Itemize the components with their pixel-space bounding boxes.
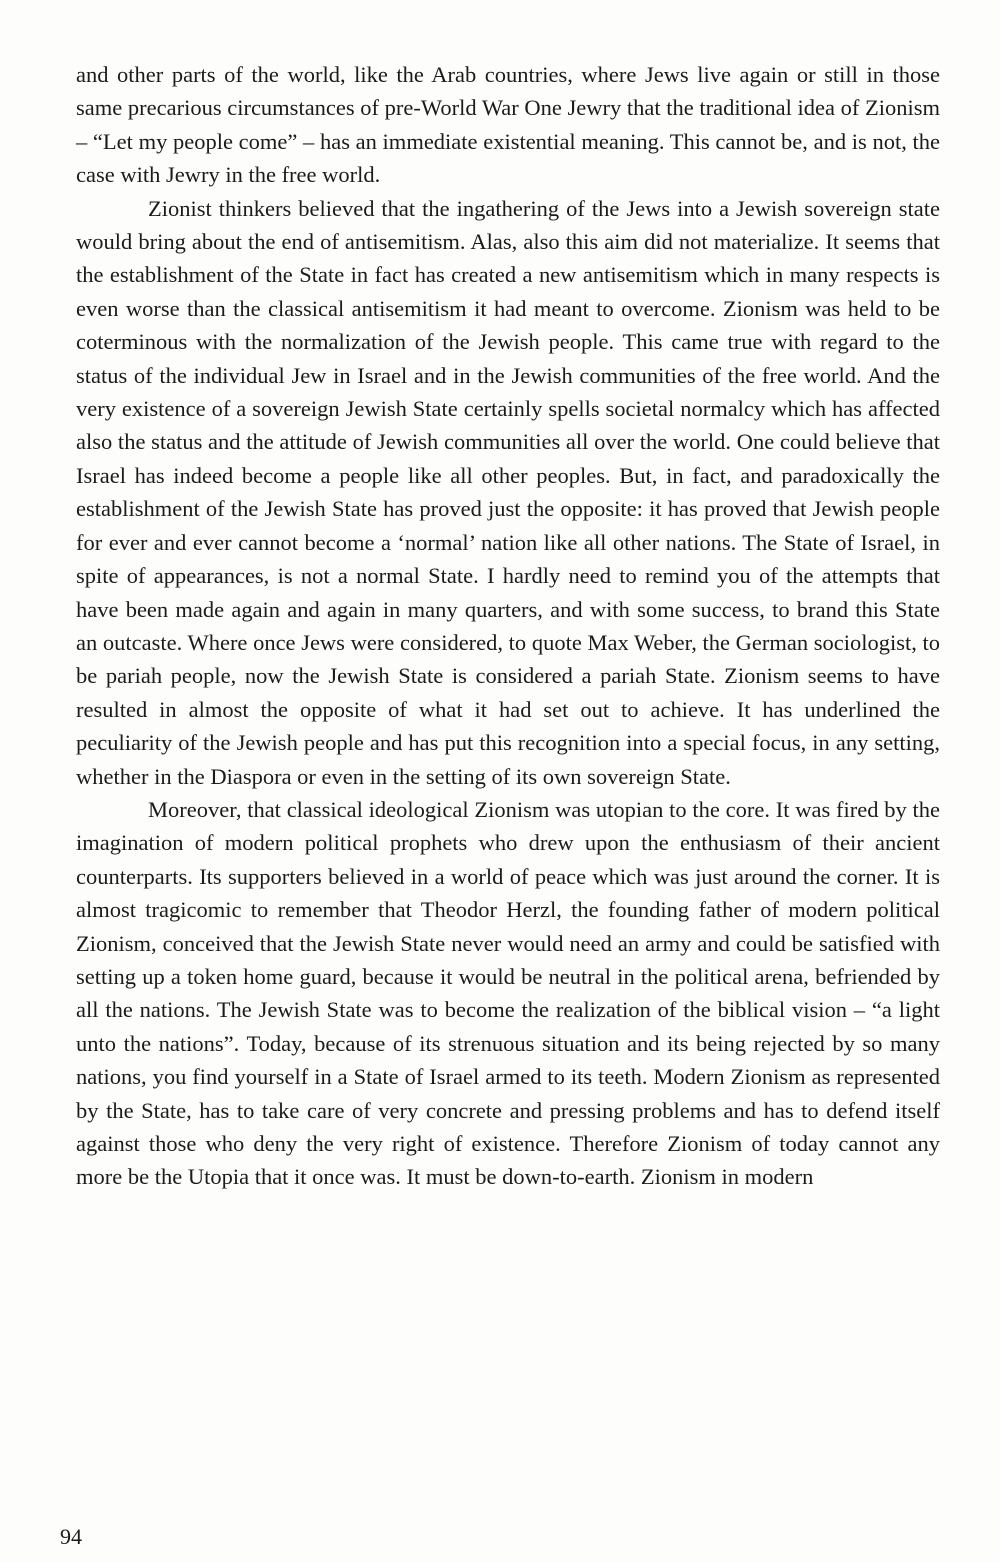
body-text — [76, 58, 940, 1194]
page-number: 94 — [60, 1524, 82, 1549]
paragraph-utopian-zionism: Moreover, that classical ideological Zionism was utopian to the core. It was fired by the imagination of modern political prophets who drew upon the enthusiasm of their ancient counterparts. Its supporters believed in a world of peace which was just around the corner. It is almost tragicomic to remember that Theodor Herzl, the founding father of modern political Zionism, conceived that the Jewish State never would need an army and could be satisfied with setting up a token home guard, because it would be neutral in the political arena, befriended by all the nations. The Jewish State was to become the realization of the biblical vision – “a light unto the nations”. Today, because of its strenuous situation and its being rejected by so many nations, you find yourself in a State of Israel armed to its teeth. Modern Zionism as represented by the State, has to take care of very concrete and pressing problems and has to defend itself against those who deny the very right of existence. Therefore Zionism of today cannot any more be the Utopia that it once was. It must be down-to-earth. Zionism in modern — [76, 796, 940, 1190]
paragraph-continued: and other parts of the world, like the Arab countries, where Jews live again or still in those same precarious circumstances of pre-World War One Jewry that the traditional idea of Zionism – “Let my people come” – has an immediate existential meaning. This cannot be, and is not, the case with Jewry in the free world. — [76, 62, 940, 188]
paragraph-zionist-thinkers: Zionist thinkers believed that the ingathering of the Jews into a Jewish sovereign state would bring about the end of antisemitism. Alas, also this aim did not materialize. It seems that the establishment of the State in fact has created a new antisemitism which in many respects is even worse than the classical antisemitism it had meant to overcome. Zionism was held to be coterminous with the normalization of the Jewish people. This came true with regard to the status of the individual Jew in Israel and in the Jewish communities of the free world. And the very existence of a sovereign Jewish State certainly spells societal normalcy which has affected also the status and the attitude of Jewish communities all over the world. One could believe that Israel has indeed become a people like all other peoples. But, in fact, and paradoxically the establishment of the Jewish State has proved just the opposite: it has proved that Jewish people for ever and ever cannot become a ‘normal’ nation like all other nations. The State of Israel, in spite of appearances, is not a normal State. I hardly need to remind you of the attempts that have been made again and again in many quarters, and with some success, to brand this State an outcaste. Where once Jews were considered, to quote Max Weber, the German sociologist, to be pariah people, now the Jewish State is considered a pariah State. Zionism seems to have resulted in almost the opposite of what it had set out to achieve. It has underlined the peculiarity of the Jewish people and has put this recognition into a special focus, in any setting, whether in the Diaspora or even in the setting of its own sovereign State. — [76, 195, 940, 789]
